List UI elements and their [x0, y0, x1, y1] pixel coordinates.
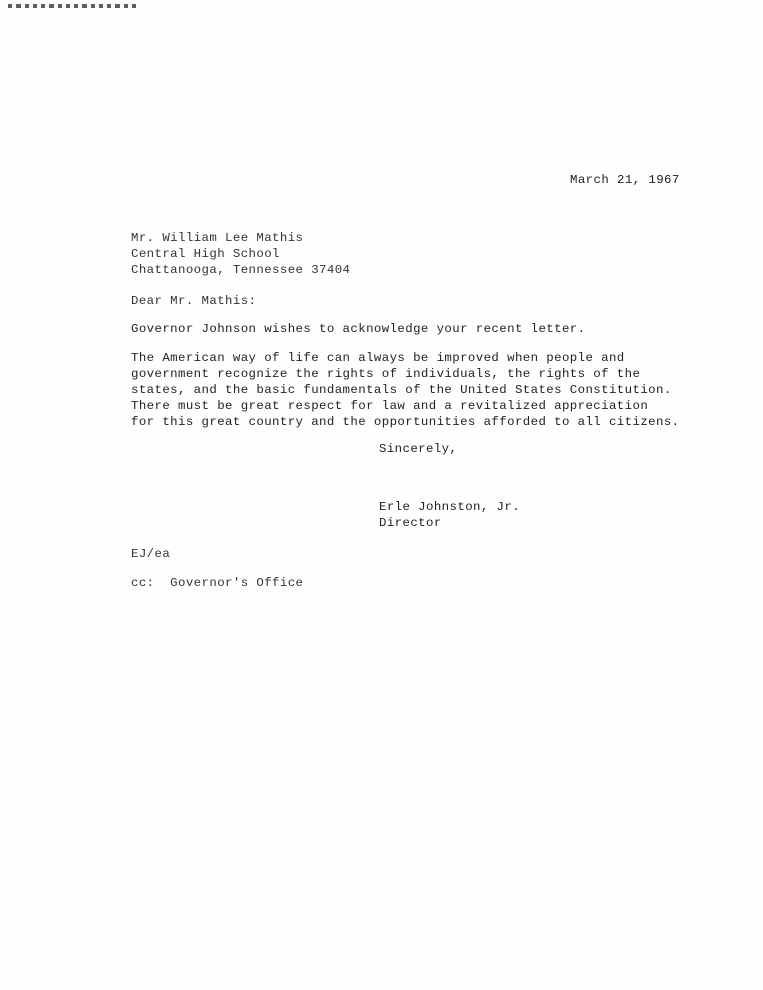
body-paragraph-2-line-3: states, and the basic fundamentals of the United States Constitution.	[131, 383, 672, 397]
salutation: Dear Mr. Mathis:	[131, 294, 257, 308]
recipient-organization: Central High School	[131, 247, 280, 261]
signature-name: Erle Johnston, Jr.	[379, 500, 521, 514]
typist-initials: EJ/ea	[131, 547, 171, 561]
body-paragraph-2-line-4: There must be great respect for law and a revitalized appreciation	[131, 399, 649, 413]
body-paragraph-2-line-5: for this great country and the opportunities afforded to all citizens.	[131, 415, 680, 429]
body-paragraph-2-line-2: government recognize the rights of individuals, the rights of the	[131, 367, 641, 381]
body-paragraph-2-line-1: The American way of life can always be improved when people and	[131, 351, 625, 365]
recipient-city-state-zip: Chattanooga, Tennessee 37404	[131, 263, 351, 277]
letter-date: March 21, 1967	[570, 173, 680, 187]
recipient-name: Mr. William Lee Mathis	[131, 231, 304, 245]
signature-title: Director	[379, 516, 442, 530]
closing: Sincerely,	[379, 442, 458, 456]
body-paragraph-1: Governor Johnson wishes to acknowledge your recent letter.	[131, 322, 586, 336]
carbon-copy-line: cc: Governor's Office	[131, 576, 304, 590]
